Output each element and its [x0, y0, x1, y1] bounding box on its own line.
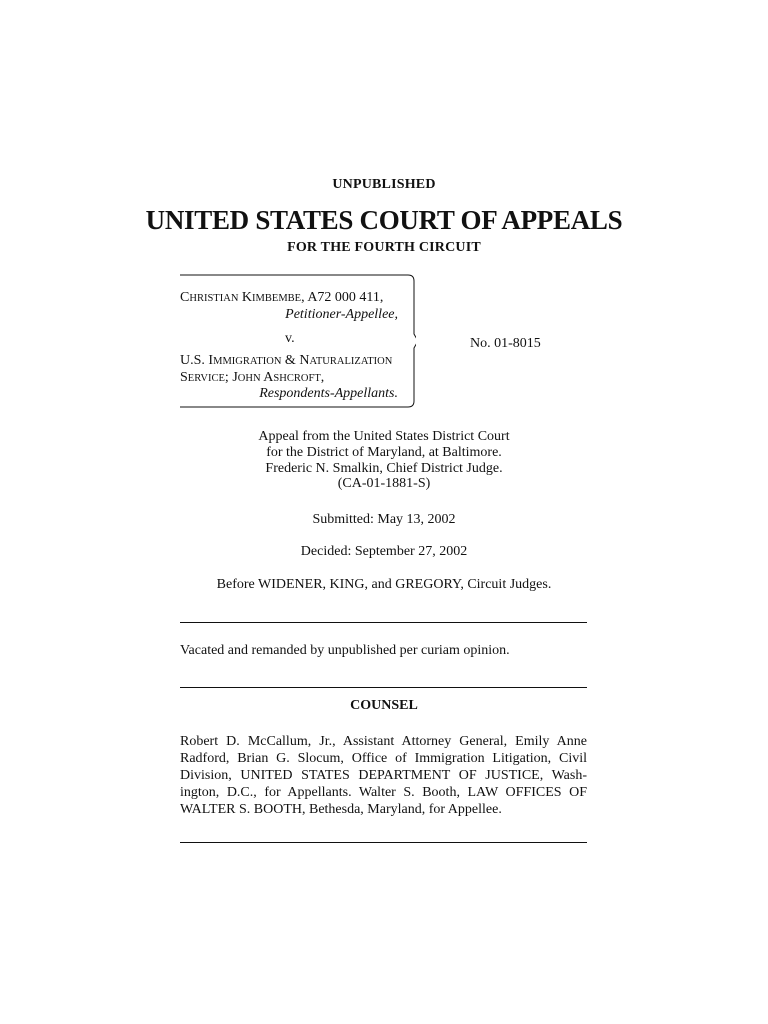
petitioner-name: CHRISTIAN KIMBEMBE [180, 290, 302, 305]
petitioner-role: Petitioner-Appellee, [285, 307, 398, 322]
status-heading: UNPUBLISHED [332, 177, 436, 192]
court-title: UNITED STATES COURT OF APPEALS [145, 205, 623, 235]
divider [180, 842, 587, 843]
appeal-line-1: Appeal from the United States District Court [258, 429, 510, 444]
appeal-line-2: for the District of Maryland, at Baltimore. [266, 445, 502, 460]
counsel-line-5: WALTER S. BOOTH, Bethesda, Maryland, for Appellee. [180, 802, 502, 817]
respondent-line-2: SERVICE; JOHN ASHCROFT, [180, 370, 325, 385]
respondent-line-1: U.S. IMMIGRATION & NATURALIZATION [180, 353, 393, 368]
panel-judges: Before WIDENER, KING, and GREGORY, Circuit Judges. [216, 577, 552, 592]
submitted-date: Submitted: May 13, 2002 [312, 512, 456, 527]
disposition: Vacated and remanded by unpublished per curiam opinion. [180, 643, 510, 658]
counsel-line-3: Division, UNITED STATES DEPARTMENT OF JUSTICE, Wash- [180, 768, 587, 783]
divider [180, 687, 587, 688]
decided-date: Decided: September 27, 2002 [300, 544, 468, 559]
petitioner-number: , A72 000 411, [301, 290, 384, 305]
docket-number: No. 01-8015 [470, 336, 541, 351]
counsel-text [180, 733, 587, 818]
case-caption [180, 274, 416, 408]
counsel-heading: COUNSEL [350, 698, 418, 713]
divider [180, 622, 587, 623]
versus: v. [285, 331, 295, 346]
petitioner-line [180, 289, 383, 307]
respondent-role: Respondents-Appellants. [259, 386, 398, 401]
counsel-line-2: Radford, Brian G. Slocum, Office of Immigration Litigation, Civil [180, 751, 587, 766]
circuit-heading: FOR THE FOURTH CIRCUIT [287, 240, 481, 255]
appeal-line-4: (CA-01-1881-S) [337, 476, 431, 491]
counsel-line-1: Robert D. McCallum, Jr., Assistant Attorney General, Emily Anne [180, 734, 587, 749]
counsel-line-4: ington, D.C., for Appellants. Walter S. Booth, LAW OFFICES OF [180, 785, 587, 800]
appeal-line-3: Frederic N. Smalkin, Chief District Judge. [265, 461, 503, 476]
